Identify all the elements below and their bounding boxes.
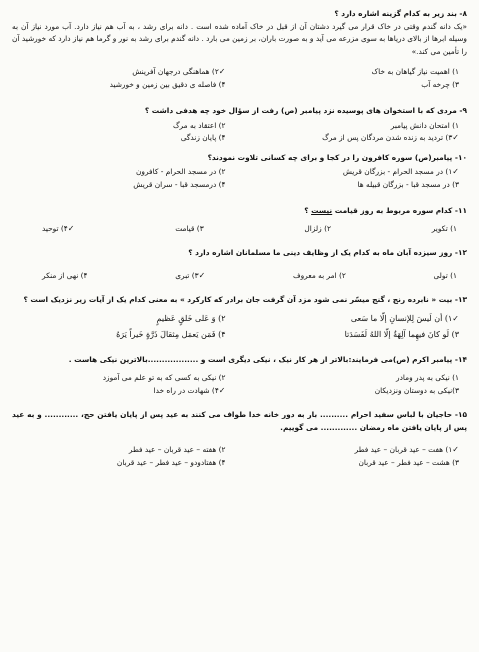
option-1[interactable]: ۱) تکویر [431,223,457,233]
selected-check-icon: ✓ [452,133,459,142]
option-4[interactable]: ۴) فاصله ی دقیق بین زمین و خورشید [109,79,226,89]
selected-check-icon: ✓ [452,313,459,323]
question-11-title-end: ؟ [304,206,312,215]
option-3[interactable]: ۳) هشت – عید فطر – عید قربان [358,457,459,467]
option-2[interactable]: ۲) وَ عَلی خَلقٍ عَظیمٍ [156,313,226,323]
option-4[interactable]: ۴) پایان زندگی [180,133,226,142]
option-4[interactable]: ۴) نهی از منکر [42,270,88,280]
question-14-options [12,372,467,397]
question-8-options [12,66,467,91]
option-2[interactable]: ۲) زلزال [304,223,331,233]
question-10 [12,152,467,192]
question-11-title-text: ۱۱- کدام سوره مربوط به روز قیامت [332,206,467,215]
question-13-title: ۱۳- بیت « نابرده رنج ، گنج میسّر نمی شود مزد آن گرفت جان برادر که کارکرد » به معنی کدام یک از آیات زیر نزدیک است ؟ [23,295,467,304]
question-14-title: ۱۴- پیامبر اکرم (ص)می فرمایند:بالاتر از هر کار نیک ، نیکی دیگری است و ..................بالاترین نیکی هاست . [68,354,467,364]
question-12-title: ۱۲- روز سیزده آبان ماه به کدام یک از وظایف دینی ما مسلمانان اشاره دارد ؟ [188,248,467,257]
question-8 [12,8,467,91]
option-4[interactable] [12,385,226,398]
question-11-title [12,205,467,218]
question-10-title: ۱۰- پیامبر(ص) سوره کافرون را در کجا و برای چه کسانی تلاوت نمودند؟ [207,152,467,162]
option-2[interactable]: ۲) در مسجد الحرام - کافرون [135,167,226,176]
option-3[interactable] [246,132,460,145]
option-3[interactable]: ۳) در مسجد قبا - بزرگان قبیله ها [357,179,459,189]
question-9 [12,105,467,145]
question-13-options [12,313,467,342]
option-2-label: ۲) هماهنگی درجهان آفرینش [132,67,219,76]
question-15-options [12,444,467,469]
option-1[interactable] [246,444,460,457]
option-4-label: ۴) توحید [42,223,68,233]
question-15-title: ۱۵- حاجیان با لباس سفید احرام .......... بار به دور خانه خدا طواف می کنند به عید پس از پایان یافتن حج، ............ و به عید پس از پایان یافتن ماه رمضان ............. می گوییم. [12,410,467,432]
option-4[interactable]: ۴) فَمَن یَعمَل مِثقالَ ذَرَّةٍ خَیراً یَرَهُ [116,330,226,339]
option-3[interactable]: ۳) چرخه آب [421,79,459,89]
emphasis-word: نیست [311,206,333,215]
question-11-options [12,223,467,236]
option-4[interactable]: ۴) درمسجد قبا - سران قریش [133,179,226,189]
selected-check-icon: ✓ [67,223,75,233]
question-8-title: ۸- بند زیر به کدام گزینه اشاره دارد ؟ [334,9,467,18]
option-1-label: ۱) هفت – عید قربان – عید فطر [354,445,453,454]
selected-check-icon: ✓ [452,167,459,176]
option-1[interactable]: ۱) امتحان دانش پیامبر [390,120,459,130]
selected-check-icon: ✓ [452,445,459,454]
option-1[interactable] [246,166,460,179]
option-2[interactable]: ۲) نیکی به کسی که به تو علم می آموزد [102,373,226,382]
selected-check-icon: ✓ [218,67,226,76]
question-14 [12,354,467,398]
option-1[interactable] [246,313,460,326]
option-3-label: ۳) تبری [175,270,199,280]
option-1[interactable]: ۱) اهمیت نیاز گیاهان به خاک [371,67,459,76]
option-2[interactable] [12,66,226,79]
question-15 [12,409,467,469]
option-3[interactable]: ۳) لَو کانَ فیهِما آلِهَةٌ إلّا اللهُ لَفَسَدَتا [344,330,459,339]
option-1[interactable]: ۱) نیکی به پدر ومادر [396,373,459,382]
question-11 [12,205,467,235]
question-13 [12,294,467,342]
option-3[interactable] [175,270,205,283]
question-10-options [12,166,467,191]
question-12-options [12,270,467,283]
selected-check-icon: ✓ [198,270,206,280]
option-2[interactable]: ۲) هفته – عید قربان – عید فطر [128,445,226,454]
option-2[interactable]: ۲) اعتقاد به مرگ [172,120,226,130]
option-3[interactable]: ۳)نیکی به دوستان ونزدیکان [374,385,459,395]
option-4-label: ۴) شهادت در راه خدا [153,385,219,395]
option-1[interactable]: ۱) تولی [433,270,457,280]
question-8-text: «یک دانه گندم وقتی در خاک قرار می گیرد دشتان آن از قبل در خاک آماده شده است . دانه برای رشد ، به آب هم نیاز دارد. آب مورد نیاز آن به وسیله ابرها از بالای دریاها به سوی مزرعه می آید و به صورت باران، بر زمین می بارد . دانه گندم برای رشد به نور و گرما هم نیاز دارد که خورشید آن را تأمین می کند.» [12,21,467,56]
option-1-label: ۱) در مسجد الحرام - بزرگان قریش [342,167,453,176]
option-3[interactable]: ۳) قیامت [175,223,204,233]
option-1-label: ۱) أن لَیسَ لِلإنسانِ إلّا ما سَعی [350,313,453,323]
option-2[interactable]: ۲) امر به معروف [292,270,346,280]
question-12 [12,247,467,282]
question-9-title: ۹- مردی که با استخوان های پوسیده نزد پیامبر (ص) رفت از سؤال خود چه هدفی داشت ؟ [144,106,467,115]
option-3-label: ۳) تردید به زنده شدن مردگان پس از مرگ [322,133,453,142]
question-9-options [12,120,467,145]
option-4[interactable] [42,223,74,236]
option-4[interactable]: ۴) هفتادودو – عید فطر – عید قربان [116,457,226,467]
selected-check-icon: ✓ [218,385,226,395]
